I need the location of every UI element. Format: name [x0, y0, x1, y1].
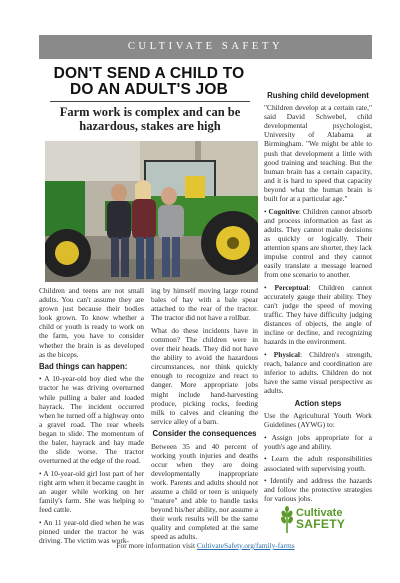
page-subhead: Farm work is complex and can be hazardous, stakes are high — [59, 105, 241, 133]
action-step-one: • Assign jobs appropriate for a youth's age and ability. — [264, 432, 372, 451]
physical-label: Physical — [273, 350, 300, 360]
headline-divider — [50, 101, 250, 102]
physical-text: : Children's strength, reach, balance and coordination are inferior to adults. Children do not have the same visual perspective as adults. — [264, 350, 372, 396]
cultivate-safety-logo — [278, 506, 372, 534]
column-one — [39, 286, 144, 549]
column-two — [151, 286, 258, 545]
action-steps-intro: Use the Agricultural Youth Work Guidelines (AYWG) to: — [264, 411, 372, 430]
perceptual-text: : Children cannot accurately gauge their ability. They can't judge the speed of moving traffic. They have difficulty judging distances of objects, the angle of incline or decline, and recognizing hazards in the environment. — [264, 282, 373, 347]
expert-quote: "Children develop at a certain rate," said David Schwebel, child developmental psychologist, University of Alabama at Birmingham. "We might be able to push that development a little with good training and teaching. But the human brain has a certain capacity, and it is hard to speed that capacity beyond what the human brain is built for at a particular age." — [264, 103, 372, 204]
banner-title: CULTIVATE SAFETY — [127, 41, 284, 52]
intro-paragraph: Children and teens are not small adults. You can't assume they are grown just because their bodies look grown. To know whether a child or youth is ready to work on the farm, you have to consider whether the brain is as developed as the biceps. — [39, 286, 144, 359]
cognitive-label: Cognitive — [268, 206, 299, 216]
wheat-icon — [278, 506, 296, 534]
page-headline: DON'T SEND A CHILD TO DO AN ADULT'S JOB — [53, 65, 245, 98]
perceptual-item: • Perceptual: Children cannot accurately gauge their ability. They can't judge the speed of moving traffic. They have difficulty judging distances of objects, the angle of incline or decline, and recognizing hazards in the environment. — [264, 282, 373, 347]
consequences-heading: Consider the consequences — [152, 429, 257, 439]
logo-wordmark — [296, 508, 345, 530]
footer-info — [39, 541, 372, 550]
cognitive-text: : Children cannot absorb and process information as fast as adults. They cannot make decisions as quickly or logically. Their attention spans are shorter, they lack impulse control and they cannot easily translate a message learned from one scenario to another. — [264, 206, 372, 280]
column-three — [264, 91, 372, 507]
logo-line-one: Cultivate — [296, 507, 343, 519]
footer-link[interactable]: CultivateSafety.org/family-farms — [196, 541, 295, 550]
incident-three: • An 11 year-old died when he was pinned under the tractor he was driving. The victim was work- — [39, 517, 144, 545]
farm-photo-children-tractor — [45, 141, 258, 282]
photo-illustration — [45, 141, 258, 282]
common-factors-paragraph: What do these incidents have in common? The children were in over their heads. They did not have the ability to avoid the hazardous circumstances, nor think quickly enough to recognize and react to danger. More appropriate jobs might include hand-harvesting produce, picking rocks, feeding milk to calves and cleaning the service alley of a barn. — [151, 325, 258, 426]
perceptual-label: Perceptual — [274, 282, 309, 292]
action-step-three: • Identify and address the hazards and follow the protective strategies for various jobs. — [264, 476, 372, 504]
footer-prefix: For more information visit — [116, 541, 197, 550]
logo-line-two: SAFETY — [296, 517, 346, 531]
physical-item: • Physical: Children's strength, reach, balance and coordination are inferior to adults. Children do not have the same visual perspective as adults. — [264, 350, 372, 396]
action-steps-heading: Action steps — [294, 399, 342, 408]
incident-two: • A 10-year-old girl lost part of her right arm when it became caught in an auger while working on her family's farm. She was helping to feed cattle. — [39, 468, 144, 515]
bad-things-heading: Bad things can happen: — [39, 362, 128, 372]
consequences-paragraph: Between 35 and 40 percent of working youth injuries and deaths occur when they are doing developmentally inappropriate work. Parents and adults should not assume a child or teen is uniquely "mature" and able to handle tasks beyond his/her ability, nor assume a their work results will be the same quality and completed at the same speed as adults. — [151, 441, 258, 542]
rushing-development-heading: Rushing child development — [267, 91, 369, 100]
incident-one: • A 10-year-old boy died whe the tractor he was driving overturned while pulling a baler and loaded hayrack. The incident occurred when he turned off a highway onto a gravel road. The rear wheels began to slide. The momentum of the baler, hayrack and hay made the slide worse. The tractor overturned at the edge of the road. — [39, 374, 144, 466]
header-banner — [39, 35, 372, 59]
incident-three-continued: ing by himself moving large round bales of hay with a bale spear attached to the rear of the tractor. The tractor did not have a rollbar. — [151, 286, 258, 323]
action-step-two: • Learn the adult responsibilities associated with supervising youth. — [264, 454, 372, 473]
cognitive-item: • Cognitive: Children cannot absorb and process information as fast as adults. They cannot make decisions as quickly or logically. Their attention spans are shorter, they lack impulse control and they cannot easily translate a message learned from one scenario to another. — [264, 206, 372, 280]
